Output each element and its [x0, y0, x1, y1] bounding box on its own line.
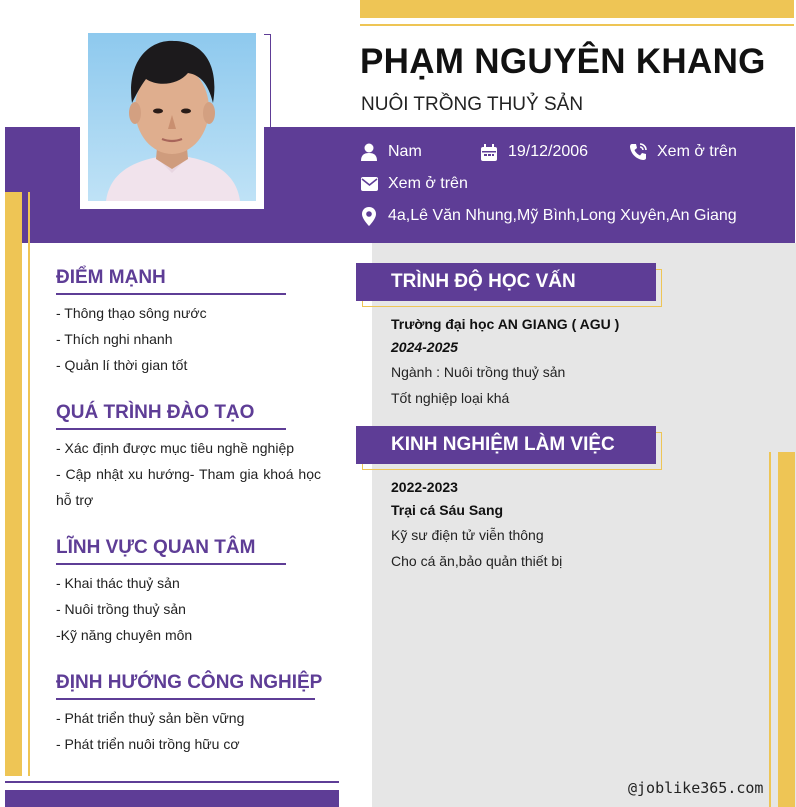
phone-value: Xem ở trên	[657, 143, 737, 160]
calendar-icon	[478, 142, 500, 162]
left-accent-bar	[5, 192, 22, 776]
list-item: - Xác định được mục tiêu nghề nghiệp	[56, 440, 295, 456]
contact-phone	[627, 142, 737, 162]
experience-task: Cho cá ăn,bảo quản thiết bị	[391, 553, 563, 569]
education-result: Tốt nghiệp loại khá	[391, 390, 510, 406]
contact-email	[358, 174, 468, 194]
list-item: - Nuôi trồng thuỷ sản	[56, 601, 186, 617]
experience-role: Kỹ sư điện tử viễn thông	[391, 527, 544, 543]
gender-value: Nam	[388, 143, 422, 160]
birthday-value: 19/12/2006	[508, 143, 589, 160]
education-years: 2024-2025	[391, 339, 458, 355]
list-item: -Kỹ năng chuyên môn	[56, 627, 193, 643]
phone-icon	[627, 142, 649, 162]
right-accent-bar	[778, 452, 795, 807]
footer-accent-bar	[5, 790, 339, 807]
right-accent-line	[769, 452, 771, 807]
header-accent-bar	[360, 0, 794, 18]
training-title: QUÁ TRÌNH ĐÀO TẠO	[56, 402, 255, 423]
list-item: - Phát triển thuỷ sản bền vững	[56, 710, 245, 726]
list-item: - Khai thác thuỷ sản	[56, 575, 180, 591]
orientation-underline	[56, 698, 315, 700]
candidate-title: NUÔI TRỒNG THUỶ SẢN	[361, 94, 584, 115]
list-item: - Thông thạo sông nước	[56, 305, 207, 321]
envelope-icon	[358, 174, 380, 194]
profile-photo	[88, 33, 256, 201]
orientation-title: ĐỊNH HƯỚNG CÔNG NGHIỆP	[56, 672, 323, 693]
contact-birthday	[478, 142, 588, 162]
interests-underline	[56, 563, 286, 565]
watermark: @joblike365.com	[628, 779, 764, 797]
education-school: Trường đại học AN GIANG ( AGU )	[391, 316, 620, 332]
experience-title: KINH NGHIỆM LÀM VIỆC	[356, 426, 656, 464]
header-accent-line	[360, 24, 794, 26]
address-value: 4a,Lê Văn Nhung,Mỹ Bình,Long Xuyên,An Giang	[388, 207, 737, 224]
email-value: Xem ở trên	[388, 175, 468, 192]
list-item: - Quản lí thời gian tốt	[56, 357, 188, 373]
user-icon	[358, 142, 380, 162]
experience-company: Trại cá Sáu Sang	[391, 502, 504, 518]
contact-gender	[358, 142, 422, 162]
list-item: - Cập nhật xu hướng- Tham gia khoá học hỗ trợ	[56, 466, 321, 508]
interests-title: LĨNH VỰC QUAN TÂM	[56, 537, 256, 558]
list-item: - Thích nghi nhanh	[56, 331, 173, 347]
strengths-underline	[56, 293, 286, 295]
candidate-name: PHẠM NGUYÊN KHANG	[360, 42, 766, 81]
list-item: - Phát triển nuôi trồng hữu cơ	[56, 736, 240, 752]
strengths-title: ĐIỂM MẠNH	[56, 267, 166, 288]
experience-years: 2022-2023	[391, 479, 458, 495]
education-title: TRÌNH ĐỘ HỌC VẤN	[356, 263, 656, 301]
education-major: Ngành : Nuôi trồng thuỷ sản	[391, 364, 566, 380]
footer-accent-line	[5, 781, 339, 783]
training-underline	[56, 428, 286, 430]
contact-address	[358, 206, 737, 226]
location-pin-icon	[358, 206, 380, 226]
left-accent-line	[28, 192, 30, 776]
